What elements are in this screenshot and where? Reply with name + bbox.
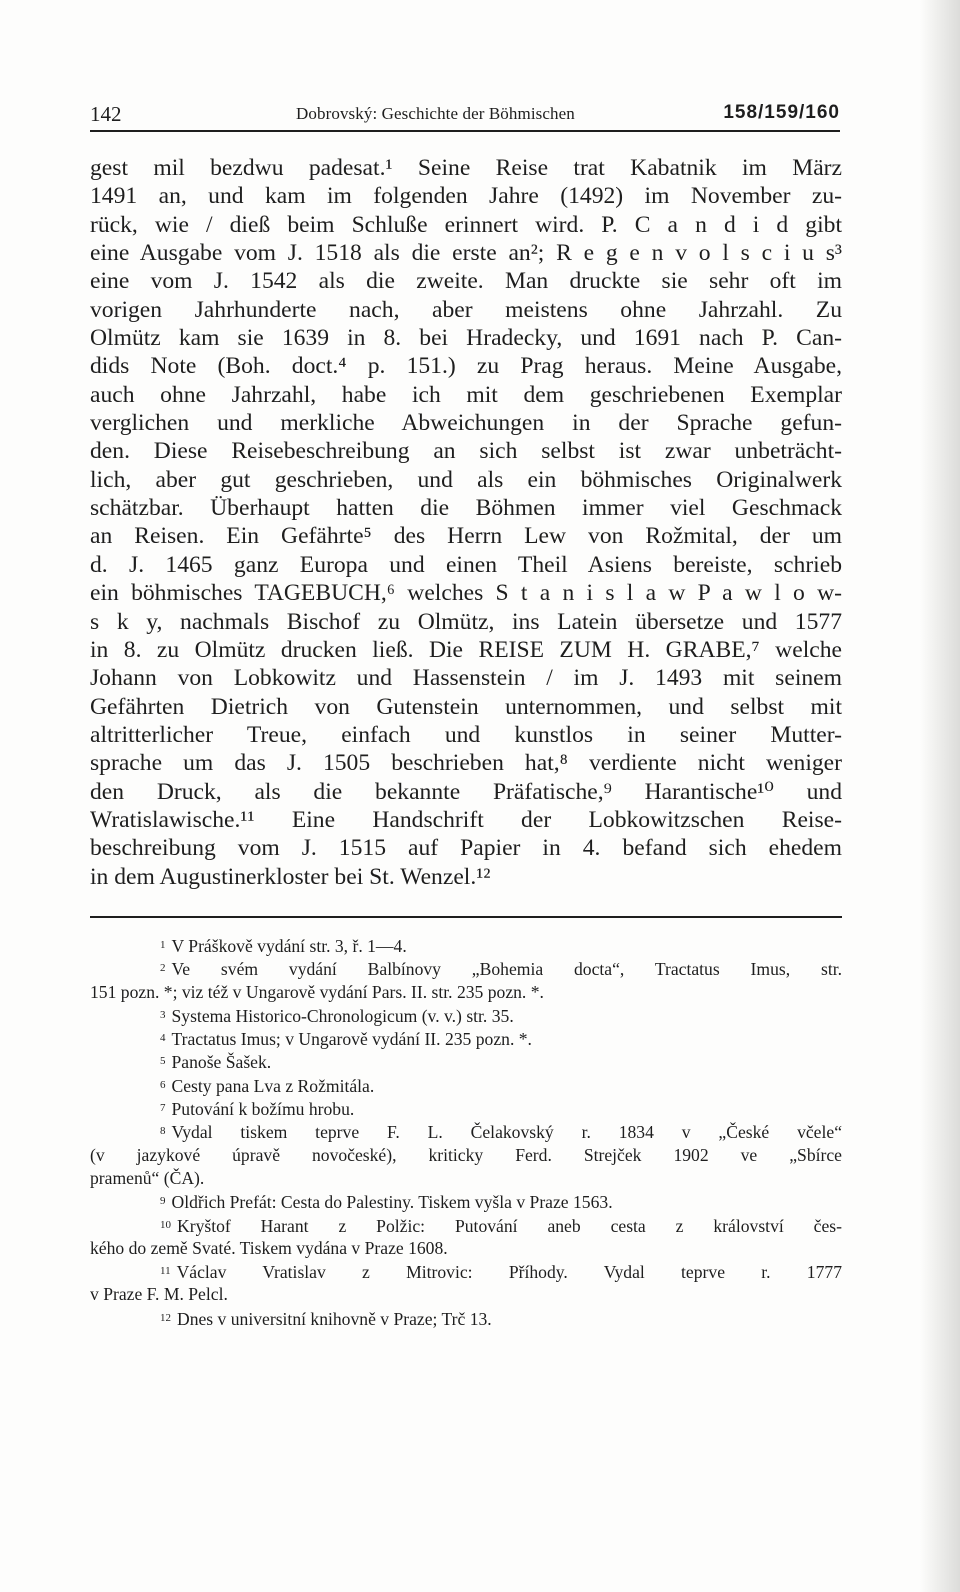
text-line: lich, aber gut geschrieben, und als ein böhmisches Originalwerk: [90, 466, 842, 493]
footnote-text: Václav Vratislav z Mitrovic: Příhody. Vydal teprve r. 1777: [176, 1262, 842, 1283]
text-line: eine Ausgabe vom J. 1518 als die erste an²; R e g e n v o l s c i u s³: [90, 240, 842, 267]
footnote-8-cont: (v jazykové úpravě novočeské), kriticky Ferd. Strejček 1902 ve „Sbírce: [90, 1144, 842, 1165]
footnote-marker: 7: [160, 1102, 166, 1115]
footnote-marker: 1: [160, 939, 166, 951]
footnote-8: [90, 1120, 842, 1143]
text-line: Wratislawische.¹¹ Eine Handschrift der Lobkowitzschen Reise-: [90, 806, 842, 833]
main-text: [90, 154, 842, 891]
footnote-9: [90, 1190, 842, 1213]
text-line: den. Diese Reisebeschreibung an sich selbst ist zwar unbeträcht-: [90, 438, 842, 465]
running-title: Dobrovský: Geschichte der Böhmischen: [296, 104, 575, 123]
footnote-marker: 4: [160, 1032, 166, 1045]
running-header: [90, 100, 840, 132]
text-line: eine vom J. 1542 als die zweite. Man druckte sie sehr oft im: [90, 268, 842, 295]
text-line: Gefährten Dietrich von Gutenstein unternommen, und selbst mit: [90, 693, 842, 720]
section-code: 158/159/160: [723, 102, 840, 123]
text-line: vorigen Jahrhunderte nach, aber meistens ohne Jahrzahl. Zu: [90, 296, 842, 323]
footnote-marker: 5: [160, 1055, 166, 1068]
text-line: gest mil bezdwu padesat.¹ Seine Reise trat Kabatnik im März: [90, 155, 842, 181]
footnote-text: Dnes v universitní knihovně v Praze; Trč 13.: [177, 1308, 492, 1329]
footnote-marker: 9: [160, 1195, 166, 1208]
footnote-10: [90, 1214, 842, 1237]
text-line: beschreibung vom J. 1515 auf Papier in 4. befand sich ehedem: [90, 835, 842, 862]
footnote-text: V Práškově vydání str. 3, ř. 1—4.: [171, 936, 407, 956]
footnote-1: [90, 934, 842, 957]
text-line: rück, wie / dieß beim Schluße erinnert wird. P. C a n d i d gibt: [90, 211, 842, 238]
footnote-text: Ve svém vydání Balbínovy „Bohemia docta“, Tractatus Imus, str.: [171, 959, 842, 980]
footnote-text: Panoše Šašek.: [171, 1052, 272, 1073]
footnote-text: Oldřich Prefát: Cesta do Palestiny. Tiskem vyšla v Praze 1563.: [171, 1192, 613, 1213]
text-line: s k y, nachmals Bischof zu Olmütz, ins Latein übersetze und 1577: [90, 608, 842, 635]
footnote-marker: 3: [160, 1008, 166, 1021]
footnote-4: [90, 1027, 842, 1050]
footnote-text: Putování k božímu hrobu.: [171, 1099, 355, 1120]
footnotes: [90, 934, 842, 1330]
footnote-divider: [90, 916, 842, 918]
footnote-12: [90, 1307, 842, 1330]
footnote-5: [90, 1050, 842, 1073]
footnote-text: Cesty pana Lva z Rožmitála.: [171, 1075, 375, 1096]
text-line: dids Note (Boh. doct.⁴ p. 151.) zu Prag heraus. Meine Ausgabe,: [90, 353, 842, 380]
text-line: Olmütz kam sie 1639 in 8. bei Hradecky, und 1691 nach P. Can-: [90, 325, 842, 352]
footnote-11-cont: v Praze F. M. Pelcl.: [90, 1284, 228, 1305]
footnote-11: [90, 1260, 842, 1283]
footnote-marker: 6: [160, 1078, 166, 1091]
footnote-8-cont: pramenů“ (ČA).: [90, 1167, 205, 1188]
page-number: 142: [90, 102, 122, 126]
footnote-3: [90, 1004, 842, 1027]
text-line: sprache um das J. 1505 beschrieben hat,⁸ verdiente nicht weniger: [90, 750, 842, 777]
footnote-text: Systema Historico-Chronologicum (v. v.) str. 35.: [171, 1005, 514, 1026]
text-line: 1491 an, und kam im folgenden Jahre (1492) im November zu-: [90, 183, 842, 210]
footnote-text: Vydal tiskem teprve F. L. Čelakovský r. 1834 v „České včele“: [171, 1122, 842, 1143]
footnote-2: [90, 957, 842, 980]
text-line: verglichen und merkliche Abweichungen in der Sprache gefun-: [90, 410, 842, 437]
footnote-marker: 2: [160, 962, 166, 975]
footnote-marker: 11: [160, 1265, 171, 1278]
footnote-10-cont: kého do země Svaté. Tiskem vydána v Praze 1608.: [90, 1237, 448, 1258]
text-line: an Reisen. Ein Gefährte⁵ des Herrn Lew von Rožmital, der um: [90, 523, 842, 550]
text-line: Johann von Lobkowitz und Hassenstein / im J. 1493 mit seinem: [90, 665, 842, 692]
text-line: auch ohne Jahrzahl, habe ich mit dem geschriebenen Exemplar: [90, 381, 842, 408]
text-line: in dem Augustinerkloster bei St. Wenzel.¹²: [90, 863, 491, 890]
text-line: ein böhmisches TAGEBUCH,⁶ welches S t a n i s l a w P a w l o w-: [90, 580, 842, 607]
footnote-text: Kryštof Harant z Polžic: Putování aneb cesta z království čes-: [177, 1215, 842, 1236]
text-line: in 8. zu Olmütz drucken ließ. Die REISE ZUM H. GRABE,⁷ welche: [90, 636, 842, 663]
footnote-7: [90, 1097, 842, 1120]
text-line: altritterlicher Treue, einfach und kunstlos in seiner Mutter-: [90, 721, 842, 748]
text-line: schätzbar. Überhaupt hatten die Böhmen immer viel Geschmack: [90, 495, 842, 522]
footnote-marker: 10: [160, 1218, 171, 1231]
footnote-text: Tractatus Imus; v Ungarově vydání II. 235 pozn. *.: [171, 1029, 532, 1050]
text-line: d. J. 1465 ganz Europa und einen Theil Asiens bereiste, schrieb: [90, 551, 842, 578]
footnote-marker: 8: [160, 1125, 166, 1138]
footnote-marker: 12: [160, 1311, 171, 1324]
footnote-6: [90, 1074, 842, 1097]
page-edge-shadow: [920, 0, 960, 1592]
text-line: den Druck, als die bekannte Präfatische,⁹ Harantische¹⁰ und: [90, 778, 842, 805]
footnote-2-cont: 151 pozn. *; viz též v Ungarově vydání Pars. II. str. 235 pozn. *.: [90, 981, 544, 1002]
